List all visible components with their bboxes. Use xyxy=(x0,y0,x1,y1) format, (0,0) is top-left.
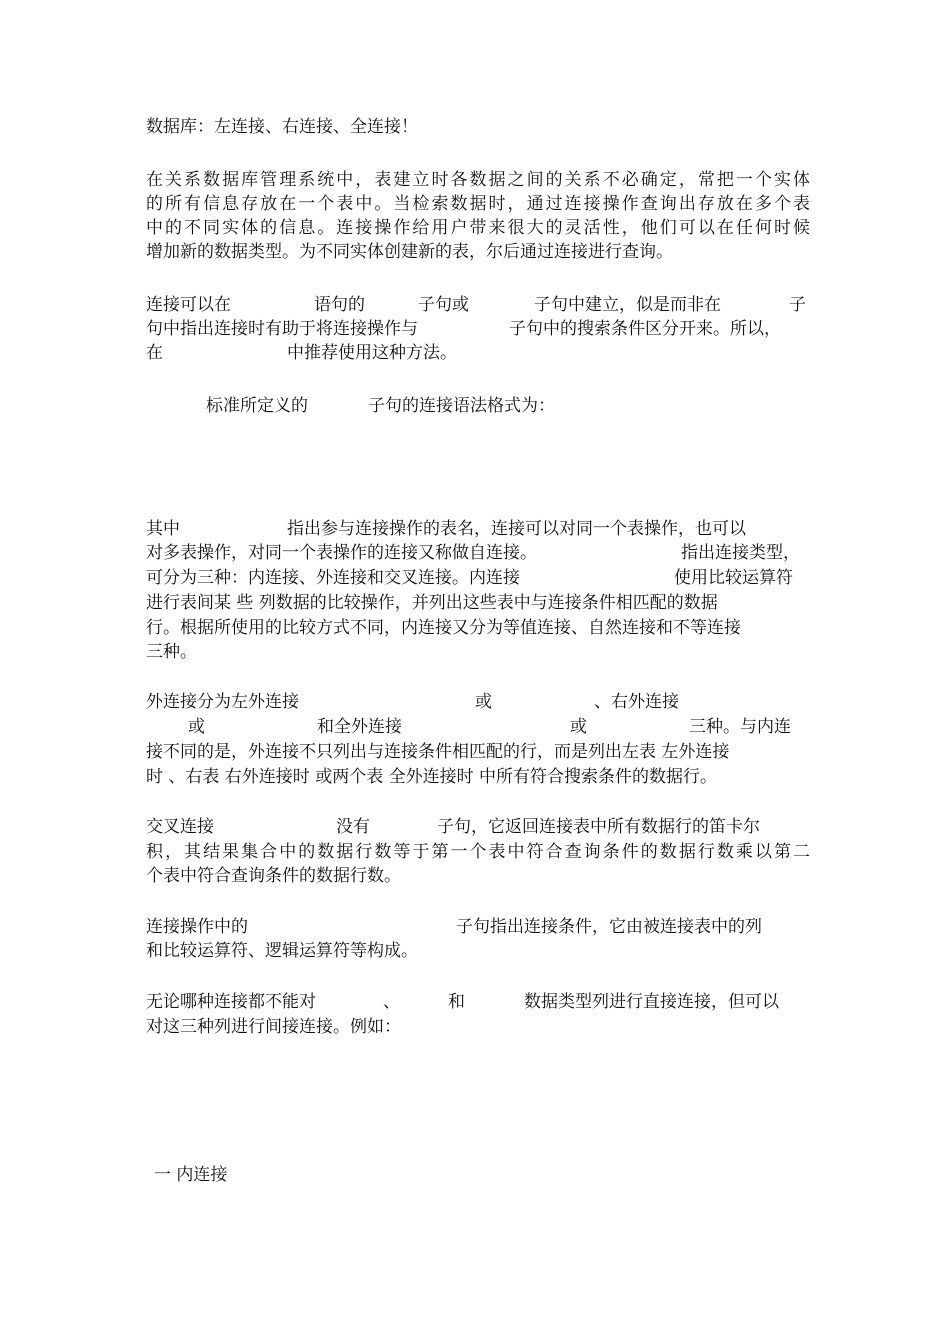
text-segment: 和 xyxy=(448,992,465,1012)
text-segment: 、 xyxy=(383,992,400,1012)
text-segment: 或 xyxy=(188,717,205,737)
paragraph-4-line-5: 行。根据所使用的比较方式不同，内连接又分为等值连接、自然连接和不等连接 xyxy=(146,618,741,638)
paragraph-6-line-2: 积，其结果集合中的数据行数等于第一个表中符合查询条件的数据行数乘以第二 xyxy=(146,842,810,862)
text-segment: 和全外连接 xyxy=(317,717,402,737)
paragraph-1-line-3: 中的不同实体的信息。连接操作给用户带来很大的灵活性，他们可以在任何时候 xyxy=(146,218,810,238)
paragraph-1-line-1: 在关系数据库管理系统中，表建立时各数据之间的关系不必确定，常把一个实体 xyxy=(146,170,810,190)
text-segment: 子 xyxy=(789,295,806,315)
text-segment: 在 xyxy=(146,343,163,363)
text-segment: 使用比较运算符 xyxy=(674,568,793,588)
text-segment: 子句指出连接条件，它由被连接表中的列 xyxy=(456,917,762,937)
text-segment: 或 xyxy=(570,717,587,737)
text-segment: 指出参与连接操作的表名，连接可以对同一个表操作，也可以 xyxy=(287,519,746,539)
text-segment: 、右外连接 xyxy=(594,692,679,712)
text-segment: 指出连接类型， xyxy=(681,543,800,563)
text-segment: 其中 xyxy=(146,519,180,539)
text-segment: 句中指出连接时有助于将连接操作与 xyxy=(146,319,418,339)
paragraph-5-line-3: 接不同的是，外连接不只列出与连接条件相匹配的行，而是列出左表 左外连接 xyxy=(146,742,730,762)
paragraph-7-line-2: 和比较运算符、逻辑运算符等构成。 xyxy=(146,941,418,961)
text-segment: 或 xyxy=(475,692,492,712)
text-segment: 连接操作中的 xyxy=(146,917,248,937)
text-segment: 连接可以在 xyxy=(146,295,231,315)
text-segment: 数据类型列进行直接连接，但可以 xyxy=(524,992,779,1012)
paragraph-1-line-2: 的所有信息存放在一个表中。当检索数据时，通过连接操作查询出存放在多个表 xyxy=(146,194,810,214)
text-segment: 子句，它返回连接表中所有数据行的笛卡尔 xyxy=(437,817,760,837)
text-segment: 中推荐使用这种方法。 xyxy=(287,343,457,363)
text-segment: 无论哪种连接都不能对 xyxy=(146,992,316,1012)
paragraph-1-line-4: 增加新的数据类型。为不同实体创建新的表，尔后通过连接进行查询。 xyxy=(146,242,673,262)
text-segment: 子句或 xyxy=(418,295,469,315)
section-heading: 一 内连接 xyxy=(154,1165,228,1185)
paragraph-6-line-3: 个表中符合查询条件的数据行数。 xyxy=(146,866,401,886)
text-segment: 可分为三种：内连接、外连接和交叉连接。内连接 xyxy=(146,568,520,588)
text-segment: 语句的 xyxy=(314,295,365,315)
text-segment: 标准所定义的 xyxy=(206,396,308,416)
text-segment: 子句中的搜索条件区分开来。所以， xyxy=(509,319,781,339)
document-title: 数据库：左连接、右连接、全连接！ xyxy=(146,117,418,137)
text-segment: 三种。与内连 xyxy=(689,717,791,737)
paragraph-4-line-4: 进行表间某 些 列数据的比较操作，并列出这些表中与连接条件相匹配的数据 xyxy=(146,593,718,613)
text-segment: 子句的连接语法格式为： xyxy=(368,396,555,416)
text-segment: 外连接分为左外连接 xyxy=(146,692,299,712)
paragraph-4-line-6: 三种。 xyxy=(146,642,197,662)
paragraph-5-line-4: 时 、右表 右外连接时 或两个表 全外连接时 中所有符合搜索条件的数据行。 xyxy=(146,767,718,787)
text-segment: 对多表操作，对同一个表操作的连接又称做自连接。 xyxy=(146,543,537,563)
text-segment: 交叉连接 xyxy=(146,817,214,837)
text-segment: 没有 xyxy=(336,817,370,837)
text-segment: 子句中建立，似是而非在 xyxy=(534,295,721,315)
paragraph-8-line-2: 对这三种列进行间接连接。例如： xyxy=(146,1017,401,1037)
